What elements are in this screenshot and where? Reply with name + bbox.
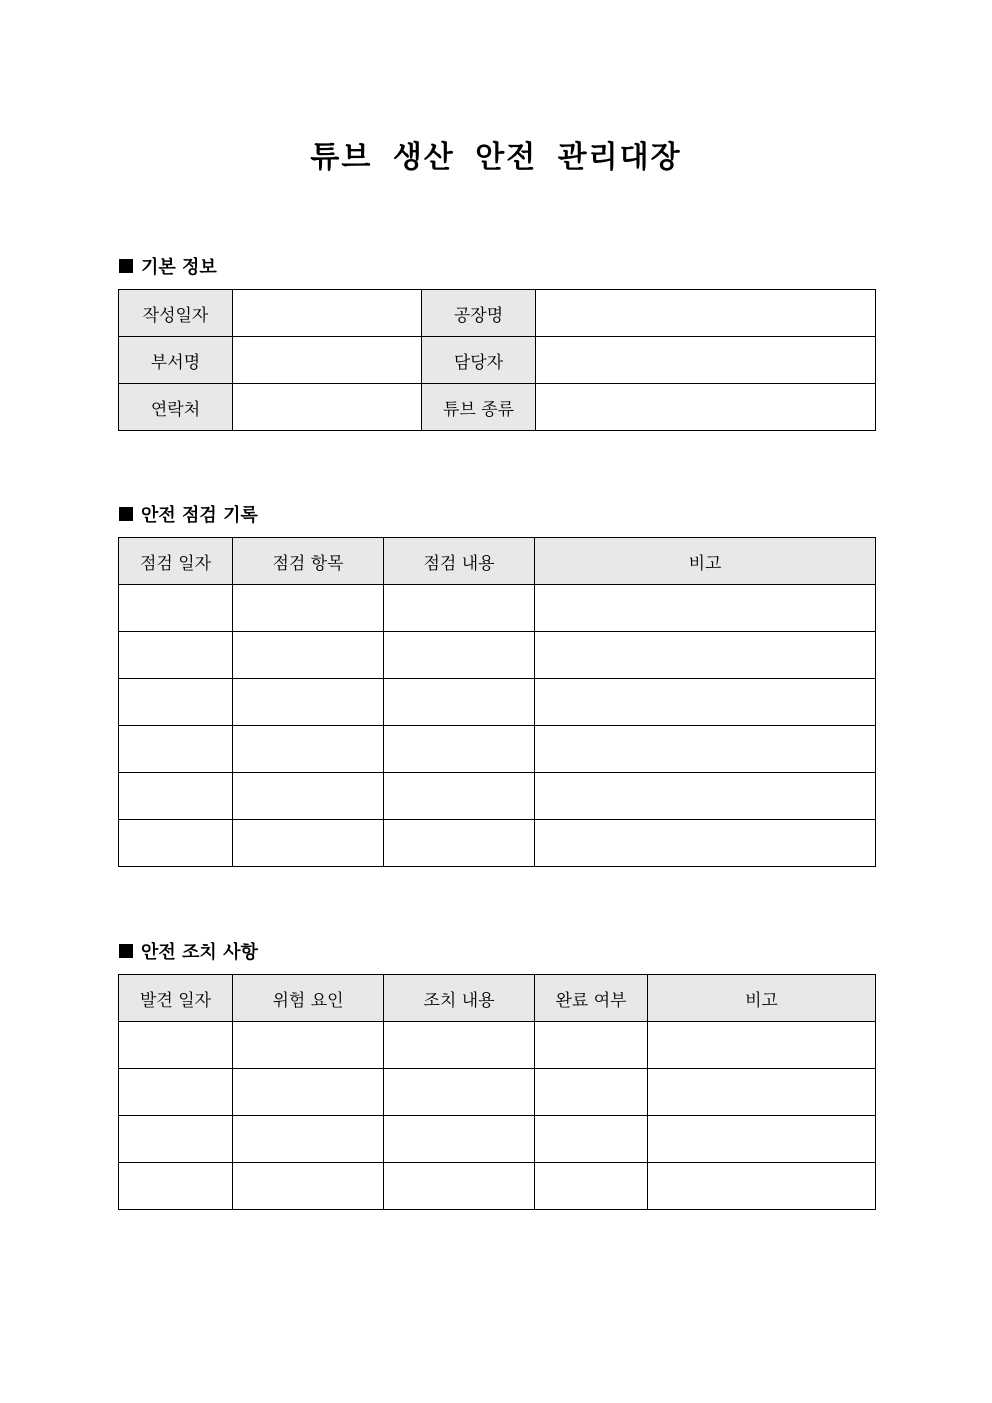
basic-info-table	[118, 289, 876, 431]
table-cell[interactable]	[119, 1069, 233, 1116]
field-label: 작성일자	[119, 290, 233, 337]
table-cell[interactable]	[119, 585, 233, 632]
table-row	[119, 773, 876, 820]
table-cell[interactable]	[119, 632, 233, 679]
column-header: 점검 내용	[384, 538, 535, 585]
table-cell[interactable]	[119, 1022, 233, 1069]
table-cell[interactable]	[233, 1163, 384, 1210]
field-label: 담당자	[422, 337, 536, 384]
field-label: 튜브 종류	[422, 384, 536, 431]
table-cell[interactable]	[648, 1163, 876, 1210]
table-cell[interactable]	[119, 820, 233, 867]
table-row	[119, 632, 876, 679]
table-cell[interactable]	[535, 773, 876, 820]
table-cell[interactable]	[233, 820, 384, 867]
field-value[interactable]	[233, 337, 422, 384]
field-label: 연락처	[119, 384, 233, 431]
table-cell[interactable]	[384, 1116, 535, 1163]
column-header: 비고	[535, 538, 876, 585]
section-heading-basic-info	[119, 253, 217, 279]
table-row	[119, 726, 876, 773]
table-cell[interactable]	[535, 1116, 648, 1163]
table-cell[interactable]	[648, 1022, 876, 1069]
table-cell[interactable]	[119, 1163, 233, 1210]
column-header: 점검 일자	[119, 538, 233, 585]
table-cell[interactable]	[535, 1163, 648, 1210]
table-cell[interactable]	[233, 726, 384, 773]
column-header: 위험 요인	[233, 975, 384, 1022]
table-cell[interactable]	[648, 1069, 876, 1116]
table-cell[interactable]	[233, 773, 384, 820]
table-row	[119, 1069, 876, 1116]
inspection-table	[118, 537, 876, 867]
table-row	[119, 337, 876, 384]
table-cell[interactable]	[384, 1163, 535, 1210]
table-cell[interactable]	[233, 1022, 384, 1069]
section-heading-label: 안전 점검 기록	[141, 505, 258, 526]
column-header: 비고	[648, 975, 876, 1022]
table-cell[interactable]	[119, 773, 233, 820]
section-heading-inspection	[119, 501, 258, 527]
column-header: 발견 일자	[119, 975, 233, 1022]
table-header-row	[119, 538, 876, 585]
field-value[interactable]	[536, 384, 876, 431]
table-cell[interactable]	[384, 585, 535, 632]
table-cell[interactable]	[233, 632, 384, 679]
field-value[interactable]	[536, 290, 876, 337]
column-header: 완료 여부	[535, 975, 648, 1022]
table-cell[interactable]	[233, 1116, 384, 1163]
table-row	[119, 290, 876, 337]
table-cell[interactable]	[384, 679, 535, 726]
table-cell[interactable]	[384, 1022, 535, 1069]
square-bullet-icon	[119, 944, 133, 958]
column-header: 조치 내용	[384, 975, 535, 1022]
section-heading-label: 안전 조치 사항	[141, 942, 258, 963]
table-cell[interactable]	[233, 1069, 384, 1116]
table-row	[119, 820, 876, 867]
table-cell[interactable]	[535, 632, 876, 679]
table-cell[interactable]	[535, 820, 876, 867]
table-cell[interactable]	[119, 1116, 233, 1163]
table-row	[119, 1022, 876, 1069]
column-header: 점검 항목	[233, 538, 384, 585]
section-heading-actions	[119, 938, 258, 964]
table-cell[interactable]	[384, 632, 535, 679]
square-bullet-icon	[119, 507, 133, 521]
table-cell[interactable]	[535, 679, 876, 726]
field-value[interactable]	[536, 337, 876, 384]
table-cell[interactable]	[384, 1069, 535, 1116]
table-row	[119, 679, 876, 726]
field-label: 공장명	[422, 290, 536, 337]
actions-table	[118, 974, 876, 1210]
table-cell[interactable]	[119, 726, 233, 773]
table-cell[interactable]	[535, 1069, 648, 1116]
table-cell[interactable]	[535, 585, 876, 632]
table-cell[interactable]	[233, 679, 384, 726]
table-row	[119, 1163, 876, 1210]
field-value[interactable]	[233, 384, 422, 431]
table-cell[interactable]	[384, 820, 535, 867]
section-heading-label: 기본 정보	[141, 257, 217, 278]
table-cell[interactable]	[384, 773, 535, 820]
table-cell[interactable]	[535, 1022, 648, 1069]
table-row	[119, 585, 876, 632]
square-bullet-icon	[119, 259, 133, 273]
table-row	[119, 1116, 876, 1163]
table-cell[interactable]	[648, 1116, 876, 1163]
table-header-row	[119, 975, 876, 1022]
table-row	[119, 384, 876, 431]
table-cell[interactable]	[233, 585, 384, 632]
table-cell[interactable]	[535, 726, 876, 773]
field-label: 부서명	[119, 337, 233, 384]
field-value[interactable]	[233, 290, 422, 337]
table-cell[interactable]	[384, 726, 535, 773]
page-title: 튜브 생산 안전 관리대장	[310, 140, 682, 175]
table-cell[interactable]	[119, 679, 233, 726]
